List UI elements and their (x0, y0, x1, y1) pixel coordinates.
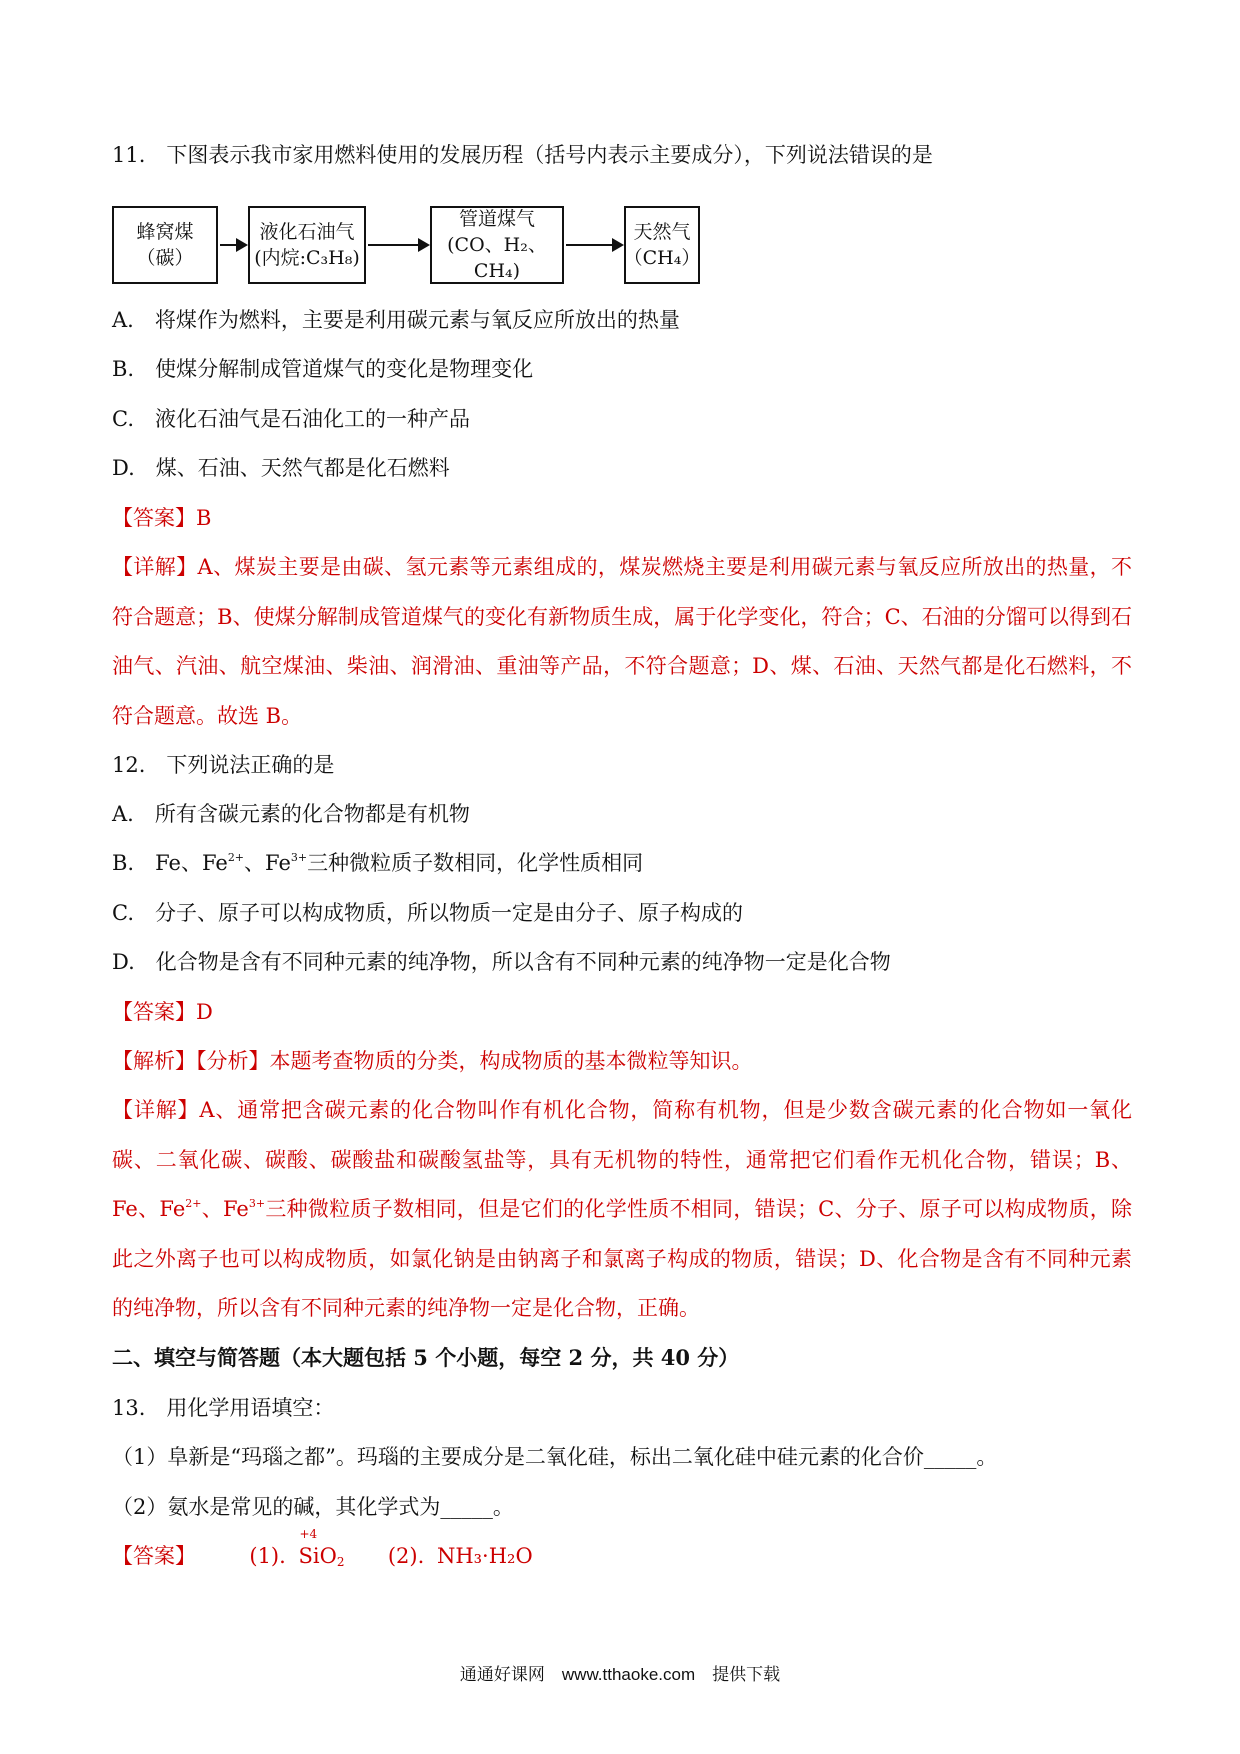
diagram-box-pipeline-gas (430, 206, 564, 284)
subscript: 2 (336, 1555, 345, 1569)
q13-part-2: （2）氨水是常见的碱，其化学式为_____。 (112, 1495, 514, 1519)
q12-detail (112, 1086, 1132, 1334)
charge-superscript: 2+ (227, 851, 245, 864)
analysis-text: 本题考查物质的分类，构成物质的基本微粒等知识。 (269, 1049, 753, 1073)
arrow-right-icon (368, 244, 428, 246)
q12-option-b (112, 848, 643, 878)
box-formula: (内烷:C₃H₈) (254, 247, 360, 269)
q11-option-d: D. 煤、石油、天然气都是化石燃料 (112, 456, 450, 480)
valence-formula (298, 1527, 345, 1571)
answer-2-number: (2). (387, 1544, 425, 1568)
detail-label: 【详解】 (112, 1098, 200, 1122)
arrow-right-icon (220, 244, 246, 246)
answer-2-formula: NH₃·H₂O (436, 1544, 533, 1568)
charge-superscript: 3+ (248, 1197, 266, 1210)
answer-1-number: (1). (249, 1544, 286, 1568)
detail-text: 三种微粒质子数相同，但是它们的化学性质不相同，错误；C、分子、原子可以构成物质，除此之外离子也可以构成物质，如氯化钠是由钠离子和氯离子构成的物质，错误；D、化合物是含有不同种元素的纯净物，所以含有不同种元素的纯净物一定是化合物，正确。 (112, 1197, 1132, 1320)
box-name: 液化石油气 (259, 221, 355, 243)
box-name: 管道煤气 (458, 208, 535, 230)
q12-option-d: D. 化合物是含有不同种元素的纯净物，所以含有不同种元素的纯净物一定是化合物 (112, 950, 891, 974)
answer-label: 【答案】 (112, 1544, 196, 1568)
answer-label: 【答案】 (112, 506, 196, 530)
arrow-right-icon (566, 244, 622, 246)
element-symbol: Si (298, 1544, 320, 1568)
box-formula: （碳） (136, 247, 194, 269)
option-b-text: B. Fe、Fe (112, 851, 228, 875)
valence-charge: +4 (299, 1527, 318, 1541)
detail-text: 、Fe (201, 1197, 249, 1221)
q11-stem: 11. 下图表示我市家用燃料使用的发展历程（括号内表示主要成分），下列说法错误的是 (112, 143, 933, 167)
q12-option-c: C. 分子、原子可以构成物质，所以物质一定是由分子、原子构成的 (112, 901, 743, 925)
q13-stem: 13. 用化学用语填空： (112, 1396, 335, 1420)
q12-option-a: A. 所有含碳元素的化合物都是有机物 (112, 802, 470, 826)
q12-analysis (112, 1046, 753, 1076)
diagram-box-lpg (248, 206, 366, 284)
analysis-label: 【解析】【分析】 (112, 1049, 270, 1073)
detail-text: A、煤炭主要是由碳、氢元素等元素组成的，煤炭燃烧主要是利用碳元素与氧反应所放出的热量，不符合题意；B、使煤分解制成管道煤气的变化有新物质生成，属于化学变化，符合；C、石油的分馏可以得到石油气、汽油、航空煤油、柴油、润滑油、重油等产品，不符合题意；D、煤、石油、天然气都是化石燃料，不符合题意。故选 B。 (112, 555, 1133, 728)
box-formula: （CH₄） (623, 247, 701, 269)
box-name: 天然气 (633, 221, 691, 243)
q12-answer (112, 997, 213, 1027)
option-b-text: 、Fe (244, 851, 291, 875)
answer-value: D (196, 1000, 213, 1024)
q11-detail (112, 543, 1132, 741)
box-formula: (CO、H₂、CH₄) (447, 234, 547, 282)
section-heading: 二、填空与简答题（本大题包括 5 个小题，每空 2 分，共 40 分） (112, 1345, 740, 1370)
q11-option-b: B. 使煤分解制成管道煤气的变化是物理变化 (112, 357, 534, 381)
charge-superscript: 2+ (185, 1197, 202, 1210)
q11-option-c: C. 液化石油气是石油化工的一种产品 (112, 407, 470, 431)
detail-label: 【详解】 (112, 555, 198, 579)
charge-superscript: 3+ (290, 851, 308, 864)
diagram-box-natural-gas (624, 206, 700, 284)
answer-value: B (196, 506, 212, 530)
detail-text: A、通常把含碳元素的化合物叫作有机化合物，简称有机物，但是少数含碳元素的化合物如一氧化碳、二氧化碳、碳酸、碳酸盐和碳酸氢盐等，具有无机物的特性，通常把它们看作无机化合物，错误；B、Fe、Fe (112, 1098, 1133, 1221)
box-name: 蜂窝煤 (136, 221, 194, 243)
q11-answer (112, 503, 211, 533)
page-footer: 通通好课网 www.tthaoke.com 提供下载 (459, 1665, 781, 1684)
element-symbol: O (319, 1544, 337, 1568)
q12-stem: 12. 下列说法正确的是 (112, 753, 335, 777)
q13-answer (112, 1527, 533, 1571)
diagram-box-honeycomb-coal (112, 206, 218, 284)
q11-option-a: A. 将煤作为燃料，主要是利用碳元素与氧反应所放出的热量 (112, 308, 680, 332)
q13-part-1: （1）阜新是“玛瑙之都”。玛瑙的主要成分是二氧化硅，标出二氧化硅中硅元素的化合价_____。 (112, 1445, 998, 1469)
answer-label: 【答案】 (112, 1000, 196, 1024)
option-b-text: 三种微粒质子数相同，化学性质相同 (307, 851, 644, 875)
